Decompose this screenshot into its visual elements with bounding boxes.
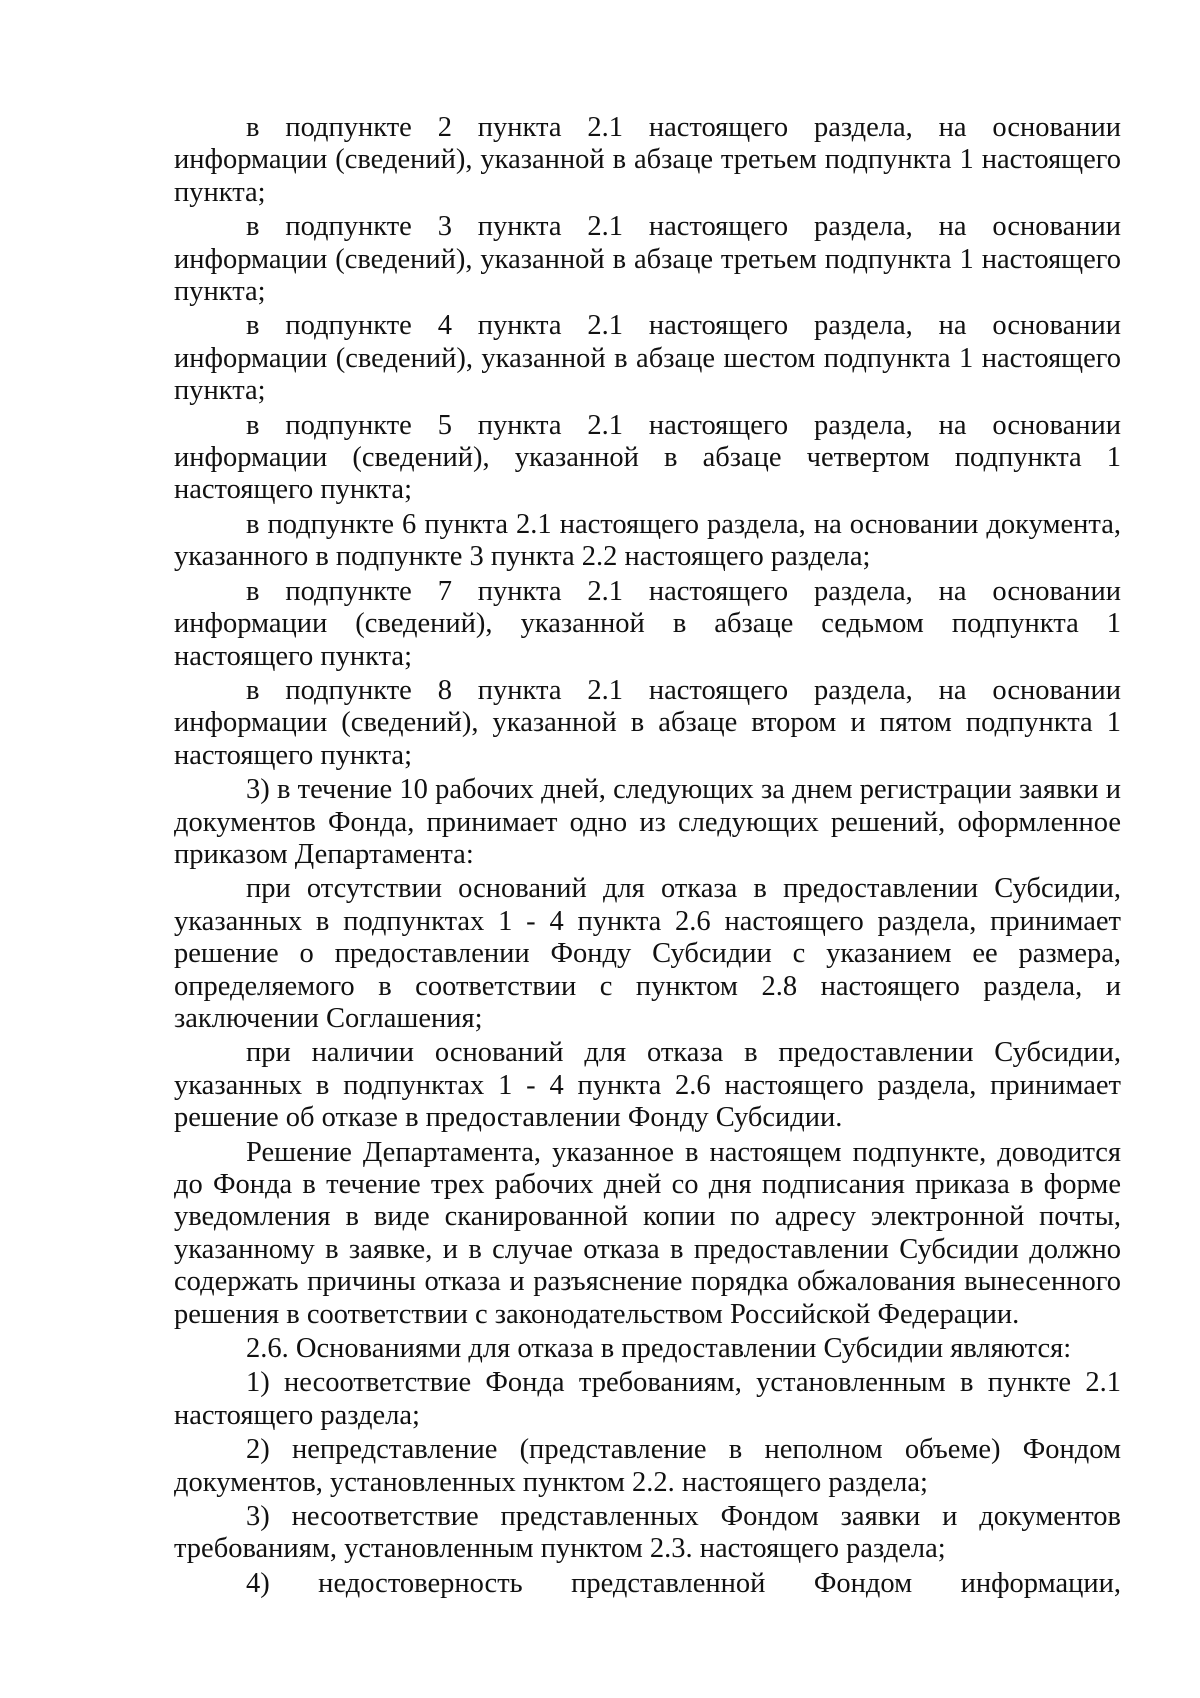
document-body	[174, 112, 1121, 1600]
paragraph-grounds-refusal: при наличии оснований для отказа в предоставлении Субсидии, указанных в подпунктах 1 - 4 пункта 2.6 настоящего раздела, принимает решение об отказе в предоставлении Фонду Субсидии.	[174, 1037, 1121, 1134]
paragraph-section-2-6: 2.6. Основаниями для отказа в предоставлении Субсидии являются:	[246, 1333, 1072, 1365]
paragraph-subitem-6: в подпункте 6 пункта 2.1 настоящего раздела, на основании документа, указанного в подпункте 3 пункта 2.2 настоящего раздела;	[174, 508, 1121, 573]
paragraph-subitem-5: в подпункте 5 пункта 2.1 настоящего раздела, на основании информации (сведений), указанной в абзаце четвертом подпункта 1 настоящего пункта;	[174, 409, 1121, 506]
paragraph-subitem-3: в подпункте 3 пункта 2.1 настоящего раздела, на основании информации (сведений), указанной в абзаце третьем подпункта 1 настоящего пункта;	[174, 211, 1121, 308]
paragraph-subitem-2: в подпункте 2 пункта 2.1 настоящего раздела, на основании информации (сведений), указанной в абзаце третьем подпункта 1 настоящего пункта;	[174, 112, 1121, 208]
paragraph-refusal-ground-1: 1) несоответствие Фонда требованиям, установленным в пункте 2.1 настоящего раздела;	[174, 1367, 1121, 1431]
paragraph-item-3-decision: 3) в течение 10 рабочих дней, следующих за днем регистрации заявки и документов Фонда, принимает одно из следующих решений, оформленное приказом Департамента:	[174, 774, 1121, 870]
paragraph-decision-notice: Решение Департамента, указанное в настоящем подпункте, доводится до Фонда в течение трех рабочих дней со дня подписания приказа в форме уведомления в виде сканированной копии по адресу электронной почты, указанному в заявке, и в случае отказа в предоставлении Субсидии должно содержать причины отказа и разъяснение порядка обжалования вынесенного решения в соответствии с законодательством Российской Федерации.	[174, 1136, 1121, 1330]
paragraph-refusal-ground-2: 2) непредставление (представление в неполном объеме) Фондом документов, установленных пунктом 2.2. настоящего раздела;	[174, 1434, 1121, 1498]
paragraph-no-grounds-refusal: при отсутствии оснований для отказа в предоставлении Субсидии, указанных в подпунктах 1 - 4 пункта 2.6 настоящего раздела, принимает решение о предоставлении Фонду Субсидии с указанием ее размера, определяемого в соответствии с пунктом 2.8 настоящего раздела, и заключении Соглашения;	[174, 873, 1121, 1034]
paragraph-refusal-ground-4: 4) недостоверность представленной Фондом информации,	[246, 1567, 1121, 1599]
paragraph-subitem-7: в подпункте 7 пункта 2.1 настоящего раздела, на основании информации (сведений), указанной в абзаце седьмом подпункта 1 настоящего пункта;	[174, 575, 1121, 672]
paragraph-refusal-ground-3: 3) несоответствие представленных Фондом заявки и документов требованиям, установленным пунктом 2.3. настоящего раздела;	[174, 1501, 1121, 1565]
paragraph-subitem-8: в подпункте 8 пункта 2.1 настоящего раздела, на основании информации (сведений), указанной в абзаце втором и пятом подпункта 1 настоящего пункта;	[174, 674, 1121, 771]
paragraph-subitem-4: в подпункте 4 пункта 2.1 настоящего раздела, на основании информации (сведений), указанной в абзаце шестом подпункта 1 настоящего пункта;	[174, 310, 1121, 407]
